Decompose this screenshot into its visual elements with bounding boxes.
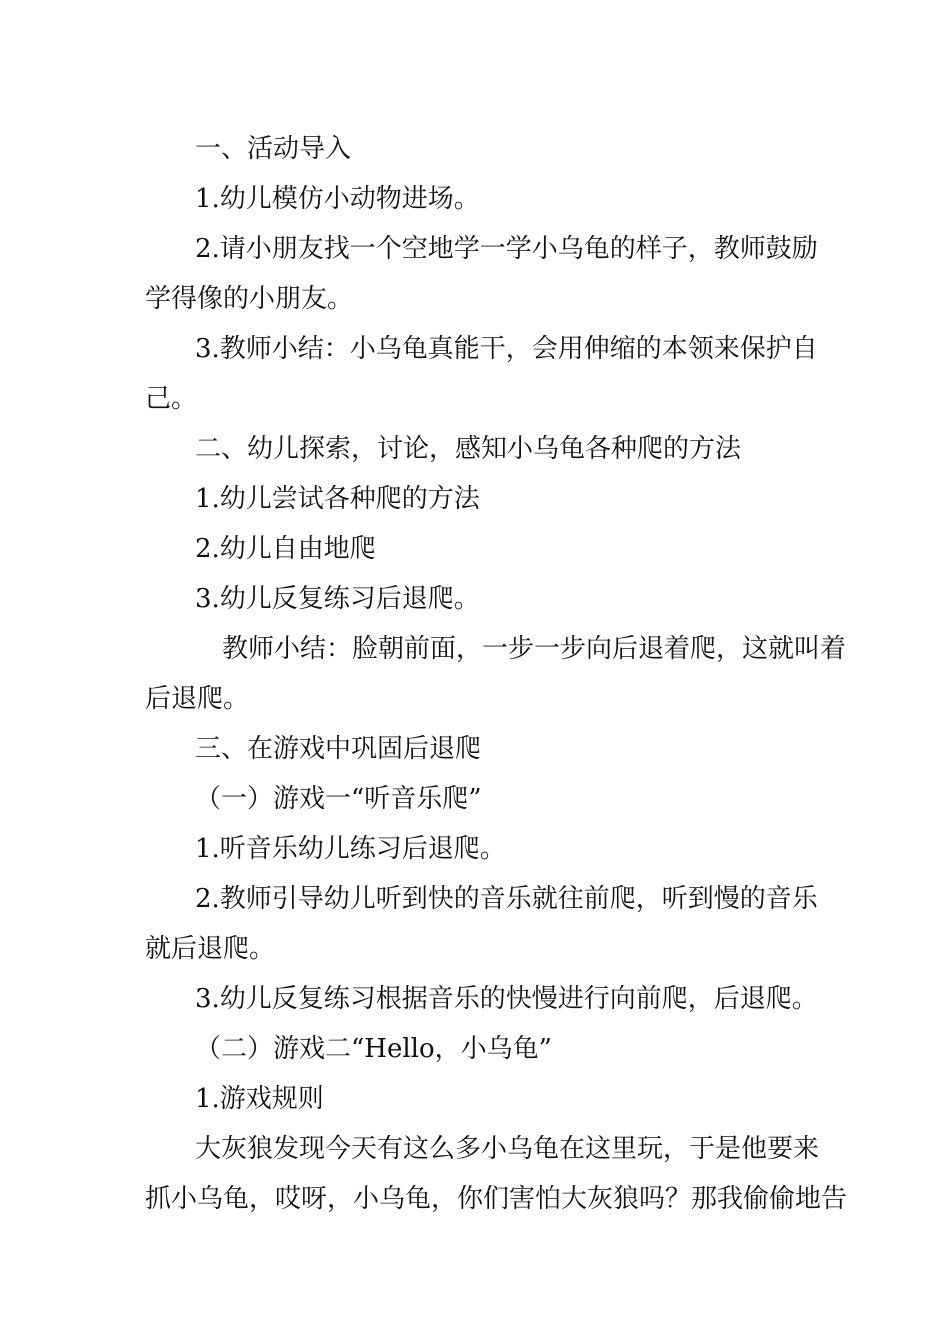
paragraph-line: 1.游戏规则 [195, 1084, 324, 1114]
paragraph-line: 大灰狼发现今天有这么多小乌龟在这里玩，于是他要来 [195, 1134, 820, 1164]
paragraph-line: 学得像的小朋友。 [145, 284, 354, 314]
subsection-heading: （一）游戏一“听音乐爬” [195, 784, 482, 814]
paragraph-line: 2.幼儿自由地爬 [195, 534, 376, 564]
section-heading-1: 一、活动导入 [195, 134, 352, 164]
subsection-heading: （二）游戏二“Hello，小乌龟” [195, 1034, 552, 1064]
paragraph-line: 1.听音乐幼儿练习后退爬。 [195, 834, 506, 864]
paragraph-line: 后退爬。 [145, 684, 250, 714]
paragraph-line: 1.幼儿尝试各种爬的方法 [195, 484, 480, 514]
paragraph-line: 教师小结：脸朝前面，一步一步向后退着爬，这就叫着 [222, 634, 847, 664]
paragraph-line: 2.请小朋友找一个空地学一学小乌龟的样子，教师鼓励 [195, 234, 818, 264]
paragraph-line: 抓小乌龟，哎呀，小乌龟，你们害怕大灰狼吗？那我偷偷地告 [145, 1184, 848, 1214]
section-heading-3: 三、在游戏中巩固后退爬 [195, 734, 482, 764]
paragraph-line: 1.幼儿模仿小动物进场。 [195, 184, 480, 214]
paragraph-line: 3.幼儿反复练习后退爬。 [195, 584, 480, 614]
paragraph-line: 2.教师引导幼儿听到快的音乐就往前爬，听到慢的音乐 [195, 884, 818, 914]
paragraph-line: 己。 [145, 384, 198, 414]
section-heading-2: 二、幼儿探索，讨论，感知小乌龟各种爬的方法 [195, 434, 742, 464]
paragraph-line: 就后退爬。 [145, 934, 276, 964]
paragraph-line: 3.教师小结：小乌龟真能干，会用伸缩的本领来保护自 [195, 334, 818, 364]
paragraph-line: 3.幼儿反复练习根据音乐的快慢进行向前爬，后退爬。 [195, 984, 818, 1014]
